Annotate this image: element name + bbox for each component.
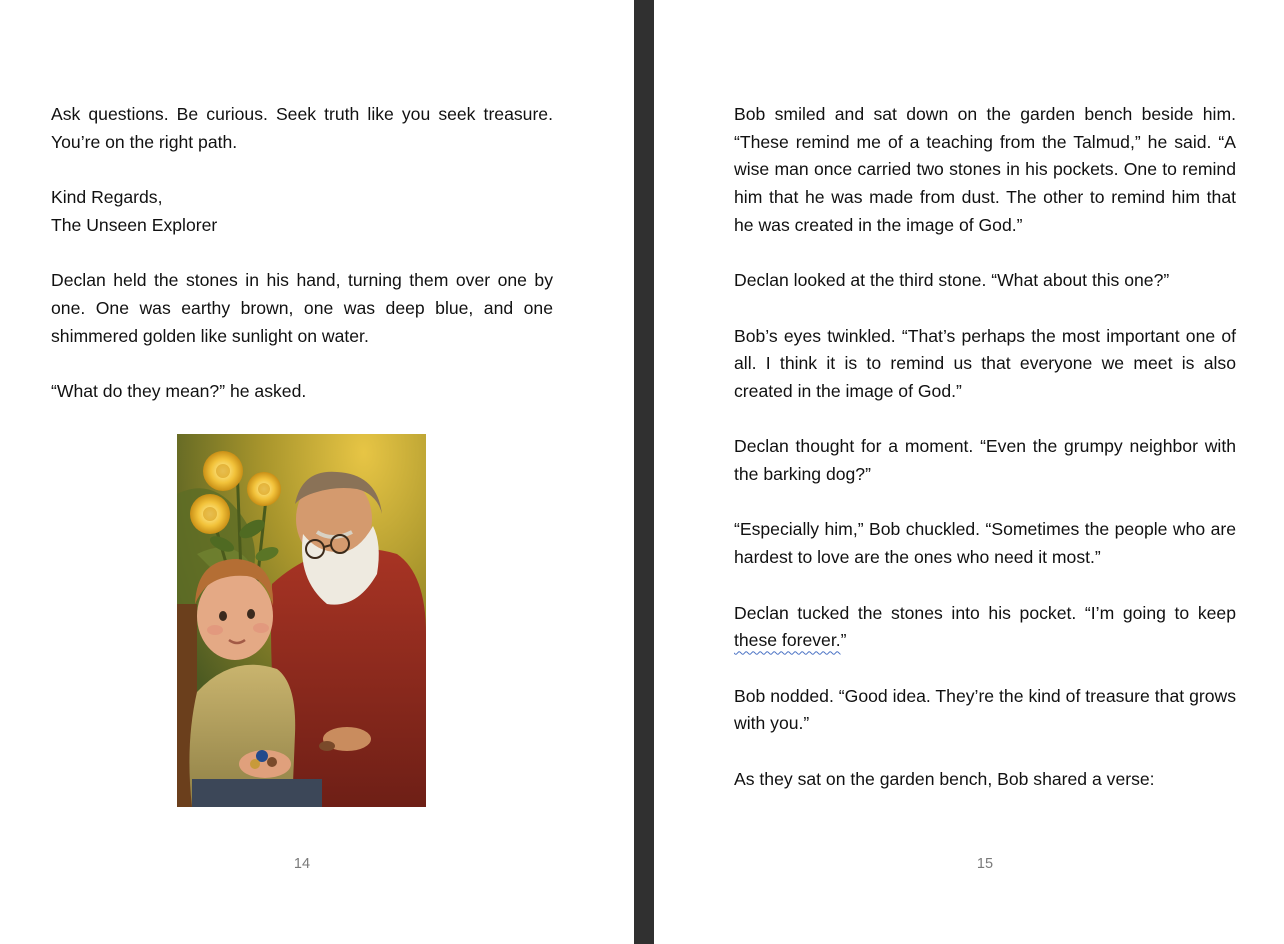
twinkle-paragraph: Bob’s eyes twinkled. “That’s perhaps the most important one of all. I think it is to remind us that everyone we meet is also created in the image of God.” bbox=[734, 325, 1236, 401]
sign-off bbox=[51, 184, 553, 239]
page-number: 14 bbox=[293, 856, 311, 872]
third-stone-paragraph: Declan looked at the third stone. “What about this one?” bbox=[734, 270, 1170, 291]
page-14-body[interactable] bbox=[51, 101, 553, 433]
advice-paragraph: Ask questions. Be curious. Seek truth like you seek treasure. You’re on the right path. bbox=[51, 104, 553, 152]
page-15-body[interactable] bbox=[734, 101, 1236, 821]
grandfather-and-boy-illustration bbox=[177, 434, 426, 807]
page-15 bbox=[654, 0, 1284, 944]
keep-forever-paragraph bbox=[734, 600, 1236, 655]
keep-forever-line: Declan tucked the stones into his pocket. “I’m going to keep bbox=[734, 602, 1236, 623]
stones-paragraph: Declan held the stones in his hand, turning them over one by one. One was earthy brown, one was deep blue, and one shimmered golden like sunlight on water. bbox=[51, 270, 553, 346]
closing-quote: ” bbox=[840, 630, 847, 651]
closing-line: Kind Regards, bbox=[51, 187, 163, 208]
verse-intro-paragraph: As they sat on the garden bench, Bob shared a verse: bbox=[734, 768, 1155, 789]
page-gutter bbox=[634, 0, 654, 944]
especially-him-paragraph: “Especially him,” Bob chuckled. “Sometimes the people who are hardest to love are the ones who need it most.” bbox=[734, 519, 1236, 568]
page-14 bbox=[0, 0, 634, 944]
question-paragraph: “What do they mean?” he asked. bbox=[51, 380, 307, 401]
talmud-paragraph: Bob smiled and sat down on the garden bench beside him. “These remind me of a teaching from the Talmud,” he said. “A wise man once carried two stones in his pockets. One to remind him that he was made from dust. The other to remind him that he was created in the image of God.” bbox=[734, 104, 1236, 235]
neighbor-paragraph: Declan thought for a moment. “Even the grumpy neighbor with the barking dog?” bbox=[734, 436, 1236, 485]
good-idea-paragraph: Bob nodded. “Good idea. They’re the kind of treasure that grows with you.” bbox=[734, 685, 1236, 734]
signature-name: The Unseen Explorer bbox=[51, 214, 218, 235]
page-number: 15 bbox=[976, 856, 994, 872]
spellcheck-flagged-text[interactable]: these forever. bbox=[734, 630, 841, 651]
